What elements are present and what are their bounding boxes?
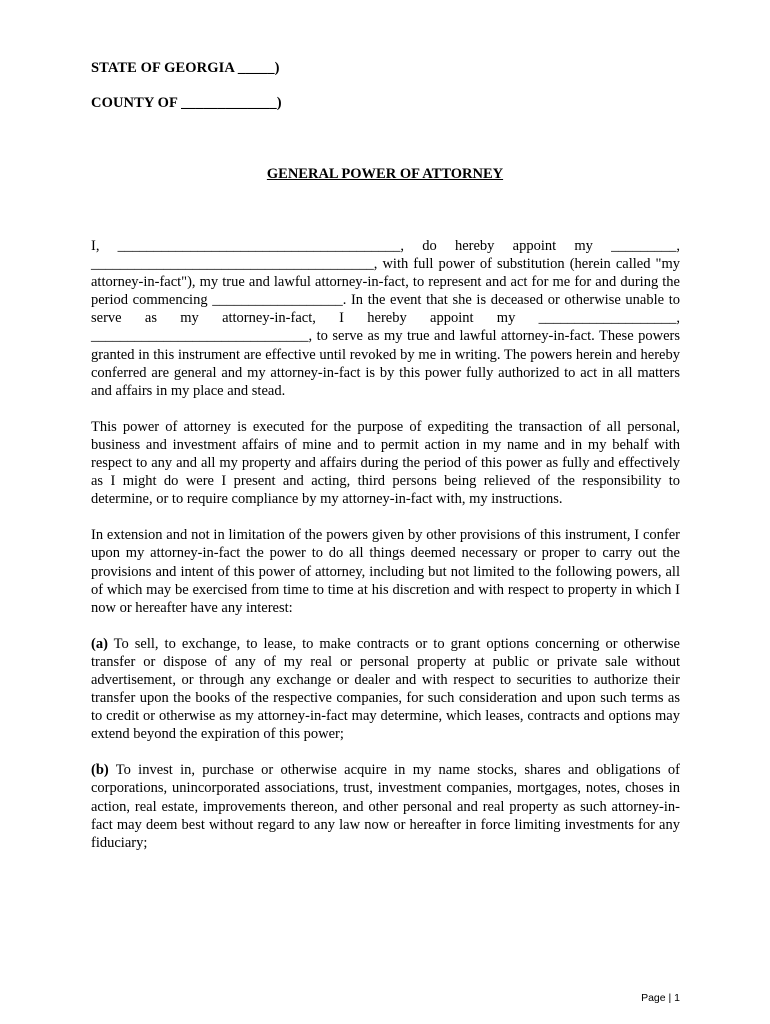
document-title: [0, 166, 770, 183]
page-number: Page | 1: [641, 992, 680, 1004]
document-title-text: GENERAL POWER OF ATTORNEY: [266, 166, 504, 182]
power-a-text: To sell, to exchange, to lease, to make contracts or to grant options concerning or otherwise transfer or dispose of any of my real or personal property at public or private sale without advertisement, or through any exchange or dealer and with respect to securities to authorize their transfer upon the books of the respective companies, for such consideration and upon such terms as to credit or otherwise as my attorney-in-fact may determine, which leases, contracts and options may extend beyond the expiration of this power;: [91, 635, 680, 743]
state-line: STATE OF GEORGIA _____): [91, 60, 280, 76]
power-b-label: (b): [91, 762, 109, 779]
paragraph-purpose: This power of attorney is executed for the purpose of expediting the transaction of all personal, business and investment affairs of mine and to permit action in my name and in my behalf with respect to any and all my property and affairs during the period of this power as fully and effectively as I might do were I present and acting, third persons being relieved of the responsibility to determine, or to require compliance by my attorney-in-fact with, my instructions.: [91, 418, 680, 508]
paragraph-extension: In extension and not in limitation of the powers given by other provisions of this instrument, I confer upon my attorney-in-fact the power to do all things deemed necessary or proper to carry out the provisions and intent of this power of attorney, including but not limited to the following powers, all of which may be exercised from time to time at his discretion and with respect to property in which I now or hereafter have any interest:: [91, 527, 680, 616]
paragraph-power-b: [91, 761, 680, 851]
power-a-label: (a): [91, 635, 108, 652]
county-line: COUNTY OF _____________): [91, 95, 282, 111]
power-b-text: To invest in, purchase or otherwise acquire in my name stocks, shares and obligations of corporations, unincorporated associations, trust, investment companies, mortgages, notes, choses in action, real estate, improvements thereon, and other personal and real property as such attorney-in-fact may deem best without regard to any law now or hereafter in force limiting investments for any fiduciary;: [91, 762, 680, 851]
document-body: [91, 237, 680, 870]
paragraph-power-a: [91, 635, 680, 744]
paragraph-appointment: I, _______________________________________, do hereby appoint my _________, _______________________________________, with full power of substitution (herein called "my attorney-in-fact"), my true and lawful attorney-in-fact, to represent and act for me for and during the period commencing __________________. In the event that she is deceased or otherwise unable to serve as my attorney-in-fact, I hereby appoint my ___________________, ______________________________, to serve as my true and lawful attorney-in-fact. These powers granted in this instrument are effective until revoked by me in writing. The powers herein and hereby conferred are general and my attorney-in-fact is by this power fully authorized to act in all matters and affairs in my place and stead.: [91, 238, 680, 399]
